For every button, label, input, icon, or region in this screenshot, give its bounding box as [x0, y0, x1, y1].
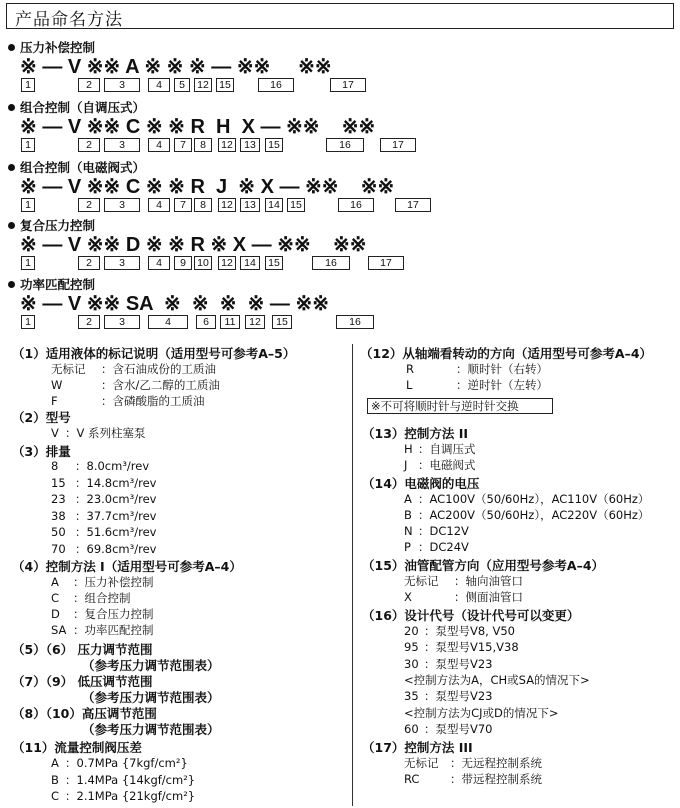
code-position-box: 2 [78, 315, 100, 329]
code-position-box: 12 [194, 78, 212, 92]
option-desc: ：泵型号V15,V38 [424, 640, 519, 655]
option-line [51, 458, 149, 474]
option-code: A [51, 575, 59, 589]
code-position-box: 12 [218, 256, 236, 270]
option-desc: ：2.1MPa {21kgf/cm²} [65, 789, 196, 803]
option-line [51, 377, 220, 393]
option-line [404, 573, 523, 589]
code-position-box: 1 [21, 256, 35, 270]
option-code: B [51, 772, 59, 787]
item-heading: （3）排量 [12, 444, 71, 459]
item-heading: （16）设计代号（设计代号可以变更） [362, 608, 580, 623]
option-desc: ：泵型号V8, V50 [424, 624, 515, 638]
option-line [404, 589, 523, 605]
option-code: A [51, 756, 59, 770]
option-line [51, 393, 205, 409]
option-code: 60 [404, 721, 419, 736]
option-desc: ：1.4MPa {14kgf/cm²} [65, 772, 196, 787]
option-code: 23 [51, 492, 66, 506]
option-desc: ：带远程控制系统 [450, 772, 542, 786]
code-position-box: 13 [240, 138, 260, 152]
option-desc: ：DC24V [418, 540, 469, 554]
option-desc: ：组合控制 [73, 591, 131, 605]
item-heading: （5）（6） 压力调节范围 [12, 642, 153, 657]
option-code: 15 [51, 475, 66, 490]
rotation-notice: ※不可将顺时针与逆时针交换 [367, 398, 553, 414]
option-code: C [51, 591, 60, 605]
code-position-box: 4 [148, 315, 188, 329]
option-desc: ：顺时针（右转） [456, 362, 548, 376]
option-line [406, 377, 548, 393]
code-position-box: 3 [104, 138, 140, 152]
option-code: F [51, 394, 58, 408]
code-position-box: 15 [216, 78, 234, 92]
option-line [404, 523, 469, 539]
code-position-box: 15 [272, 315, 292, 329]
option-code: 70 [51, 541, 66, 556]
code-position-box: 15 [287, 198, 305, 212]
code-position-box: 16 [336, 315, 374, 329]
item-heading: （7）（9） 低压调节范围 [12, 674, 153, 689]
code-position-box: 17 [395, 198, 431, 212]
item-heading: （8）（10）高压调节范围 [12, 706, 157, 721]
option-code: V [51, 426, 59, 440]
code-position-box: 4 [148, 78, 170, 92]
option-line [51, 541, 156, 557]
code-position-box: 14 [240, 256, 260, 270]
option-desc: ：电磁阀式 [418, 458, 476, 472]
option-desc: ：含水/乙二醇的工质油 [101, 378, 220, 392]
code-position-box: 3 [104, 256, 140, 270]
option-code: 95 [404, 640, 419, 655]
item-heading: （14）电磁阀的电压 [362, 476, 480, 491]
item-heading: （4）控制方法 I（适用型号可参考A–4） [12, 559, 242, 574]
option-line [404, 441, 476, 457]
code-position-box: 15 [265, 256, 283, 270]
code-position-box: 7 [174, 198, 192, 212]
code-position-box: 4 [148, 138, 170, 152]
code-position-box: 6 [196, 315, 216, 329]
option-code: C [51, 789, 60, 803]
option-code: 无标记 [404, 574, 439, 588]
code-position-box: 12 [218, 138, 236, 152]
option-line [51, 772, 195, 788]
code-position-box: 17 [368, 256, 404, 270]
item-heading: （1）适用液体的标记说明（适用型号可参考A–5） [12, 346, 296, 361]
option-code: D [51, 607, 60, 621]
option-code: 50 [51, 525, 66, 539]
bullet-icon [8, 222, 15, 229]
page-title: 产品命名方法 [15, 10, 123, 30]
option-line [406, 361, 548, 377]
option-desc: ：侧面油管口 [454, 590, 523, 604]
code-position-box: 12 [245, 315, 265, 329]
option-desc: ：轴向油管口 [454, 574, 523, 588]
option-desc: ：泵型号V23 [424, 689, 493, 704]
option-desc: ：51.6cm³/rev [75, 525, 157, 539]
page-title-box [6, 3, 674, 29]
option-line [404, 721, 493, 737]
option-line [404, 688, 493, 704]
option-line [404, 623, 515, 639]
option-line [404, 639, 519, 655]
bullet-icon [8, 281, 15, 288]
section-label-text: 压力补偿控制 [20, 40, 96, 55]
option-code: 38 [51, 508, 66, 523]
option-desc: ：AC200V（50/60Hz），AC220V（60Hz） [418, 508, 650, 522]
option-line [51, 590, 131, 606]
code-position-box: 3 [104, 315, 140, 329]
option-code: X [404, 590, 412, 604]
bullet-icon [8, 104, 15, 111]
code-position-box: 15 [265, 138, 283, 152]
option-code: A [404, 492, 412, 506]
bullet-icon [8, 44, 15, 51]
model-code: ※ — V ※※ SA ※ ※ ※ ※ — ※※ [20, 293, 329, 315]
option-line [51, 622, 154, 638]
code-position-box: 4 [148, 256, 170, 270]
code-position-box: 10 [194, 256, 212, 270]
code-position-box: 2 [78, 256, 100, 270]
option-code: 无标记 [51, 362, 86, 376]
model-code: ※ — V ※※ D ※ ※ R ※ X — ※※ ※※ [20, 234, 367, 256]
option-line [51, 361, 216, 377]
option-code: 无标记 [404, 756, 439, 770]
code-position-box: 17 [380, 138, 416, 152]
option-code: L [406, 378, 413, 392]
option-desc: ：14.8cm³/rev [75, 475, 157, 490]
code-position-box: 8 [194, 198, 212, 212]
item-heading: （17）控制方法 III [362, 740, 473, 755]
option-code: SA [51, 623, 67, 637]
option-code: B [404, 508, 412, 522]
code-position-box: 2 [78, 78, 100, 92]
option-line [51, 524, 156, 540]
option-desc: ：8.0cm³/rev [75, 459, 150, 473]
code-position-box: 4 [148, 198, 170, 212]
option-line [51, 425, 146, 441]
option-line [51, 574, 154, 590]
item-heading: （13）控制方法 II [362, 426, 469, 441]
option-code: 8 [51, 459, 59, 473]
option-code: J [404, 458, 408, 472]
option-code: R [406, 362, 414, 376]
code-position-box: 17 [330, 78, 366, 92]
option-line [404, 705, 559, 721]
model-code: ※ — V ※※ C ※ ※ R H X — ※※ ※※ [20, 116, 376, 138]
code-position-box: 1 [21, 138, 35, 152]
option-code: H [404, 442, 413, 456]
code-position-box: 9 [174, 256, 192, 270]
code-position-box: 16 [312, 256, 350, 270]
option-desc: ：逆时针（左转） [456, 378, 548, 392]
option-line [51, 475, 156, 491]
item-heading: （2）型号 [12, 410, 71, 425]
option-desc: ：无远程控制系统 [450, 756, 542, 770]
code-position-box: 7 [174, 138, 192, 152]
option-line [51, 491, 156, 507]
section-label-text: 复合压力控制 [20, 218, 96, 233]
option-code: P [404, 540, 411, 554]
option-line [51, 755, 188, 771]
item-heading: （12）从轴端看转动的方向（适用型号可参考A–4） [360, 346, 653, 361]
option-desc: <控制方法为A，CH或SA的情况下> [404, 672, 590, 687]
code-position-box: 14 [265, 198, 283, 212]
option-line [51, 508, 156, 524]
option-desc: ：含磷酸脂的工质油 [101, 394, 205, 408]
code-position-box: 5 [174, 78, 190, 92]
bullet-icon [8, 164, 15, 171]
code-position-box: 16 [258, 78, 294, 92]
option-desc: ：功率匹配控制 [73, 623, 154, 637]
option-desc: ：含石油成份的工质油 [101, 362, 216, 376]
option-desc: ：V 系列柱塞泵 [65, 426, 146, 440]
code-position-box: 2 [78, 198, 100, 212]
item-heading: （参考压力调节范围表） [82, 722, 220, 737]
code-position-box: 16 [326, 138, 364, 152]
item-heading: （参考压力调节范围表） [82, 658, 220, 673]
option-desc: ：0.7MPa {7kgf/cm²} [65, 756, 188, 770]
option-code: N [404, 524, 413, 538]
code-position-box: 3 [104, 78, 140, 92]
option-desc: ：69.8cm³/rev [75, 541, 157, 556]
option-code: 35 [404, 689, 419, 704]
code-position-box: 16 [338, 198, 374, 212]
option-code: 30 [404, 656, 419, 671]
option-code: RC [404, 772, 420, 786]
code-position-box: 8 [194, 138, 212, 152]
column-divider [352, 344, 353, 806]
option-desc: ：自调压式 [418, 442, 476, 456]
code-position-box: 11 [220, 315, 240, 329]
option-line [404, 457, 476, 473]
code-position-box: 3 [104, 198, 140, 212]
option-desc: ：AC100V（50/60Hz），AC110V（60Hz） [418, 492, 650, 506]
code-position-box: 1 [21, 315, 35, 329]
option-line [51, 606, 154, 622]
option-desc: ：泵型号V23 [424, 656, 493, 671]
option-line [404, 771, 542, 787]
option-code: W [51, 378, 63, 392]
option-desc: ：复合压力控制 [73, 607, 154, 621]
option-desc: ：压力补偿控制 [73, 575, 154, 589]
code-position-box: 1 [21, 198, 35, 212]
option-line [404, 656, 493, 672]
option-desc: ：23.0cm³/rev [75, 492, 157, 506]
model-code: ※ — V ※※ A ※ ※ ※ — ※※ ※※ [20, 56, 332, 78]
option-desc: ：DC12V [418, 524, 469, 538]
option-line [404, 672, 590, 688]
option-code: 20 [404, 624, 419, 638]
option-desc: ：泵型号V70 [424, 721, 493, 736]
item-heading: （参考压力调节范围表） [82, 690, 220, 705]
section-label-text: 功率匹配控制 [20, 277, 96, 292]
item-heading: （15）油管配管方向（应用型号参考A–4） [362, 558, 605, 573]
option-line [404, 491, 649, 507]
option-line [404, 755, 542, 771]
section-label-text: 组合控制（电磁阀式） [20, 160, 146, 175]
option-desc: <控制方法为CJ或D的情况下> [404, 705, 559, 720]
option-line [51, 788, 195, 804]
option-line [404, 539, 469, 555]
code-position-box: 2 [78, 138, 100, 152]
section-label-text: 组合控制（自调压式） [20, 100, 146, 115]
option-desc: ：37.7cm³/rev [75, 508, 157, 523]
option-line [404, 507, 649, 523]
code-position-box: 13 [240, 198, 260, 212]
model-code: ※ — V ※※ C ※ ※ R J ※ X — ※※ ※※ [20, 176, 395, 198]
code-position-box: 1 [21, 78, 35, 92]
code-position-box: 12 [218, 198, 236, 212]
item-heading: （11）流量控制阀压差 [12, 740, 142, 755]
